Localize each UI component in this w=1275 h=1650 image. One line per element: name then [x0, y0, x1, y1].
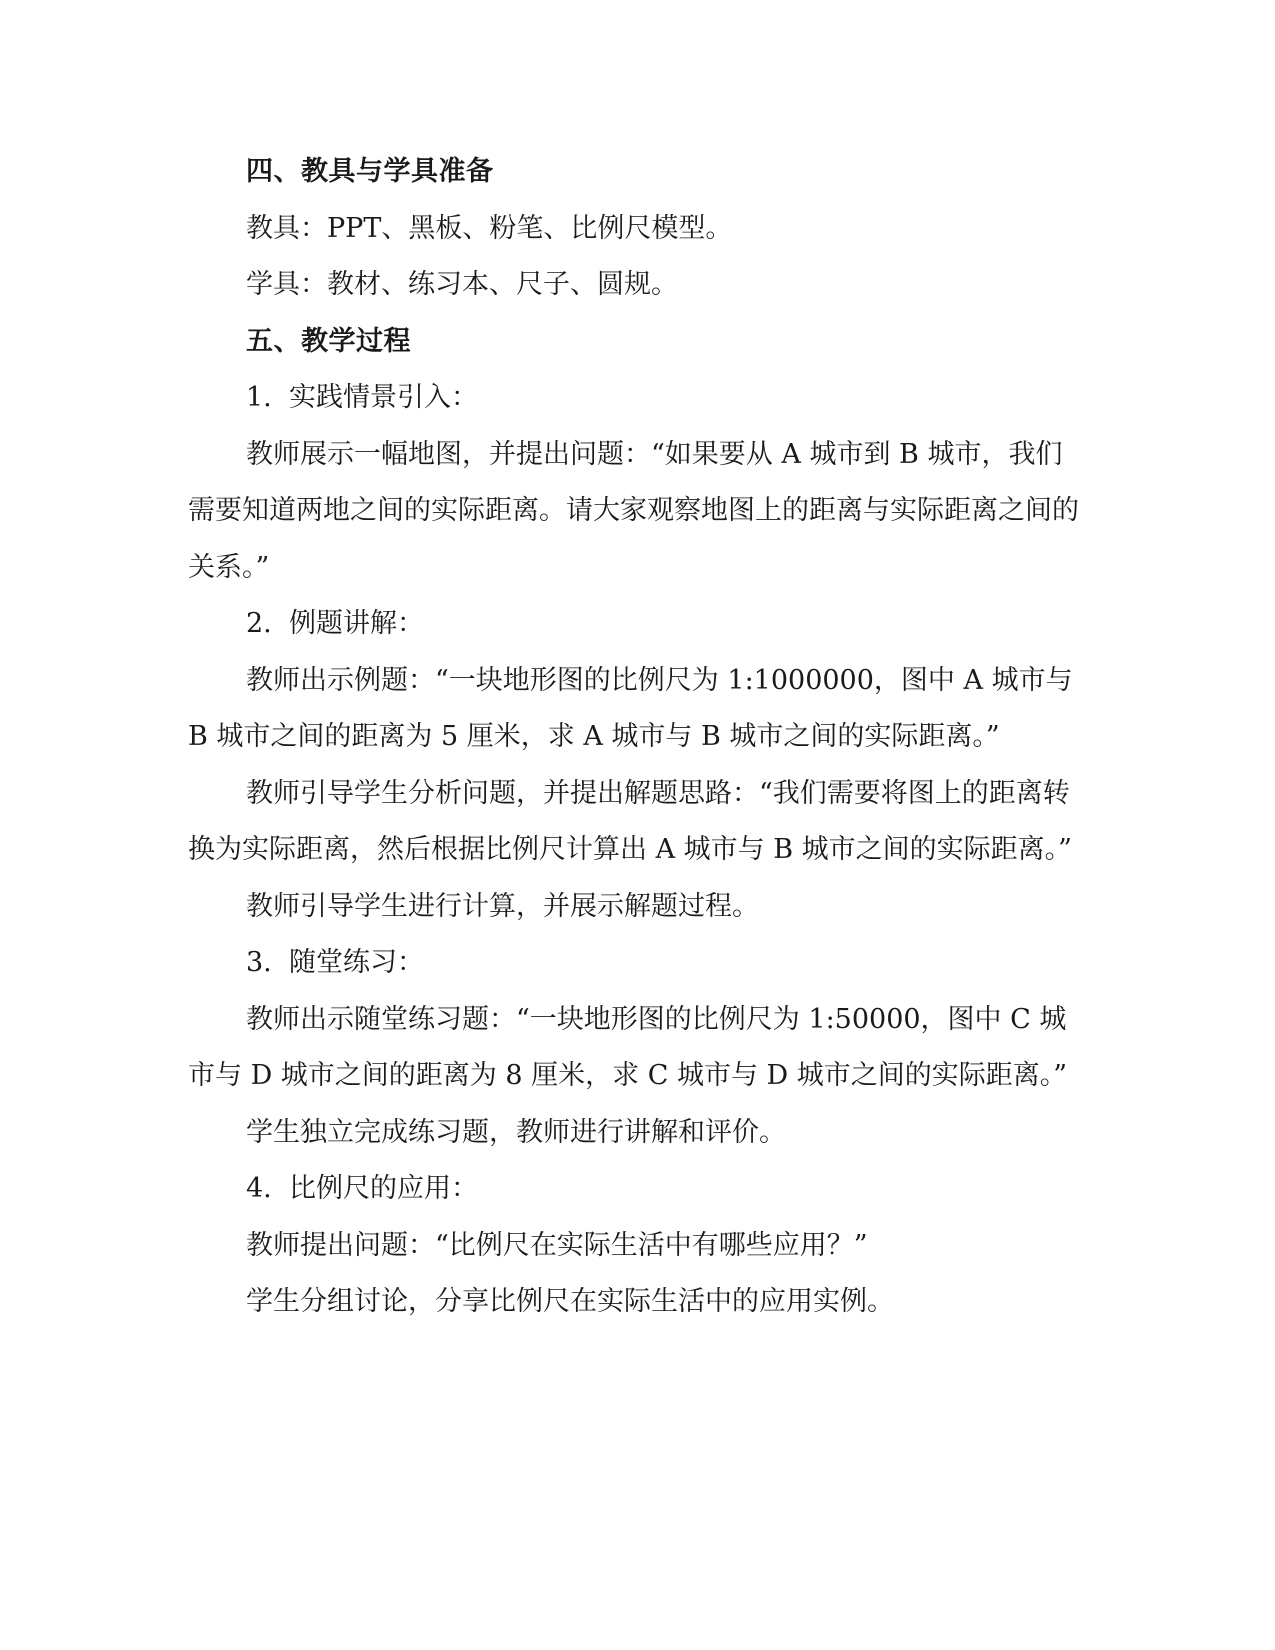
step-4-number: 4.	[246, 1173, 272, 1204]
step-1-paragraph: 教师展示一幅地图，并提出问题：“如果要从 A 城市到 B 城市，我们需要知道两地之间的实际距离。请大家观察地图上的距离与实际距离之间的关系。”	[188, 438, 1079, 583]
step-2-paragraph-1: 教师出示例题：“一块地形图的比例尺为 1:1000000，图中 A 城市与 B 城市之间的距离为 5 厘米，求 A 城市与 B 城市之间的实际距离。”	[188, 664, 1073, 752]
section-4-heading: 四、教具与学具准备	[246, 156, 494, 187]
section-5-heading: 五、教学过程	[246, 325, 411, 357]
step-3-number: 3.	[246, 947, 272, 978]
step-1-label: 实践情景引入：	[289, 382, 478, 413]
document-body	[188, 144, 1088, 1331]
student-tools-paragraph: 学具：教材、练习本、尺子、圆规。	[246, 269, 678, 300]
teacher-tools-paragraph: 教具：PPT、黑板、粉笔、比例尺模型。	[246, 212, 733, 244]
step-2-label: 例题讲解：	[289, 608, 424, 639]
step-3-paragraph-1: 教师出示随堂练习题：“一块地形图的比例尺为 1:50000，图中 C 城市与 D 城市之间的距离为 8 厘米，求 C 城市与 D 城市之间的实际距离。”	[188, 1003, 1068, 1091]
step-2-paragraph-3: 教师引导学生进行计算，并展示解题过程。	[246, 890, 759, 922]
step-1-title	[188, 370, 1088, 427]
step-2-title	[188, 596, 1088, 653]
step-2-paragraph-2: 教师引导学生分析问题，并提出解题思路：“我们需要将图上的距离转换为实际距离，然后根据比例尺计算出 A 城市与 B 城市之间的实际距离。”	[188, 777, 1072, 865]
step-2-number: 2.	[246, 608, 272, 639]
step-3-paragraph-2: 学生独立完成练习题，教师进行讲解和评价。	[246, 1116, 786, 1148]
step-4-title	[188, 1161, 1088, 1218]
step-4-label: 比例尺的应用：	[289, 1173, 478, 1204]
step-1-number: 1.	[246, 382, 272, 413]
step-3-title	[188, 935, 1088, 992]
step-4-paragraph-1: 教师提出问题：“比例尺在实际生活中有哪些应用？”	[246, 1229, 868, 1261]
step-4-paragraph-2: 学生分组讨论，分享比例尺在实际生活中的应用实例。	[246, 1286, 894, 1317]
step-3-label: 随堂练习：	[289, 947, 424, 978]
